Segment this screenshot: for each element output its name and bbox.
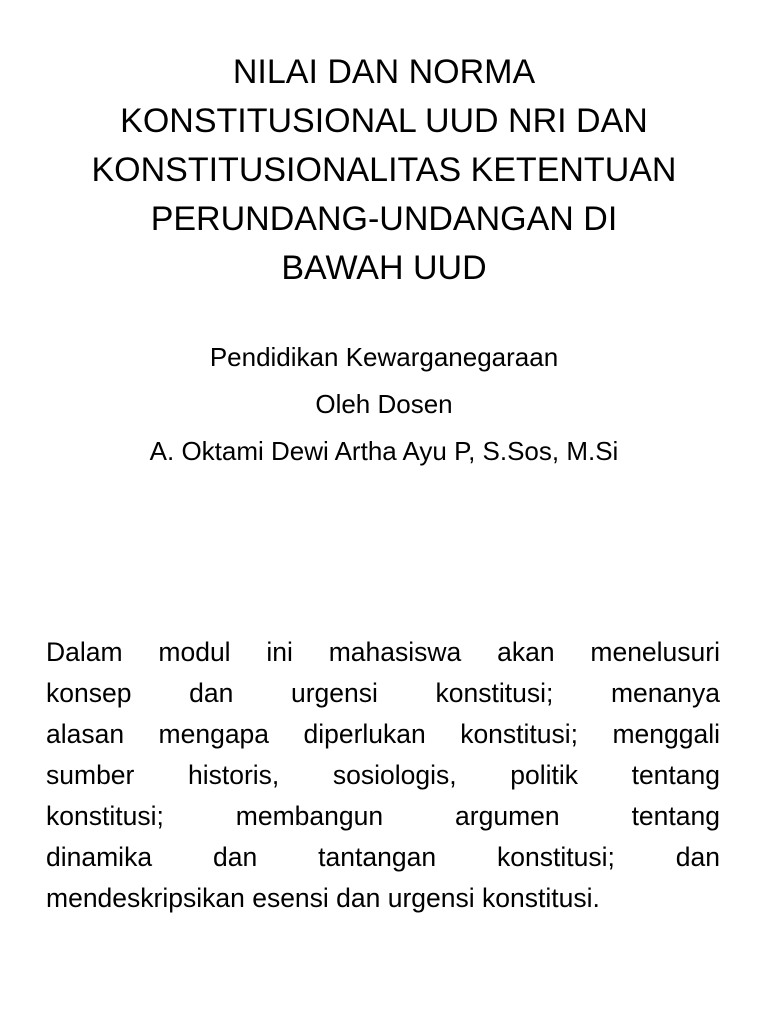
module-description — [46, 632, 720, 919]
title-line: NILAI DAN NORMA — [232, 53, 536, 91]
lecturer-name: A. Oktami Dewi Artha Ayu P, S.Sos, M.Si — [149, 436, 619, 466]
title-line: PERUNDANG-UNDANGAN DI — [150, 200, 618, 238]
description-line: Dalam modul ini mahasiswa akan menelusuri — [46, 637, 720, 667]
description-line: sumber historis, sosiologis, politik tentang — [46, 760, 720, 790]
description-line: dinamika dan tantangan konstitusi; dan — [46, 842, 720, 872]
course-name: Pendidikan Kewarganegaraan — [209, 342, 559, 372]
description-line: alasan mengapa diperlukan konstitusi; menggali — [46, 719, 720, 749]
title-line: KONSTITUSIONAL UUD NRI DAN — [120, 102, 648, 140]
title-line: BAWAH UUD — [281, 249, 487, 287]
description-line: mendeskripsikan esensi dan urgensi konstitusi. — [46, 883, 600, 913]
description-line: konsep dan urgensi konstitusi; menanya — [46, 678, 720, 708]
description-line: konstitusi; membangun argumen tentang — [46, 801, 720, 831]
lecturer-label: Oleh Dosen — [315, 389, 453, 419]
title-line: KONSTITUSIONALITAS KETENTUAN — [91, 151, 677, 189]
slide-subtitle — [40, 334, 728, 475]
slide-title — [40, 48, 728, 293]
